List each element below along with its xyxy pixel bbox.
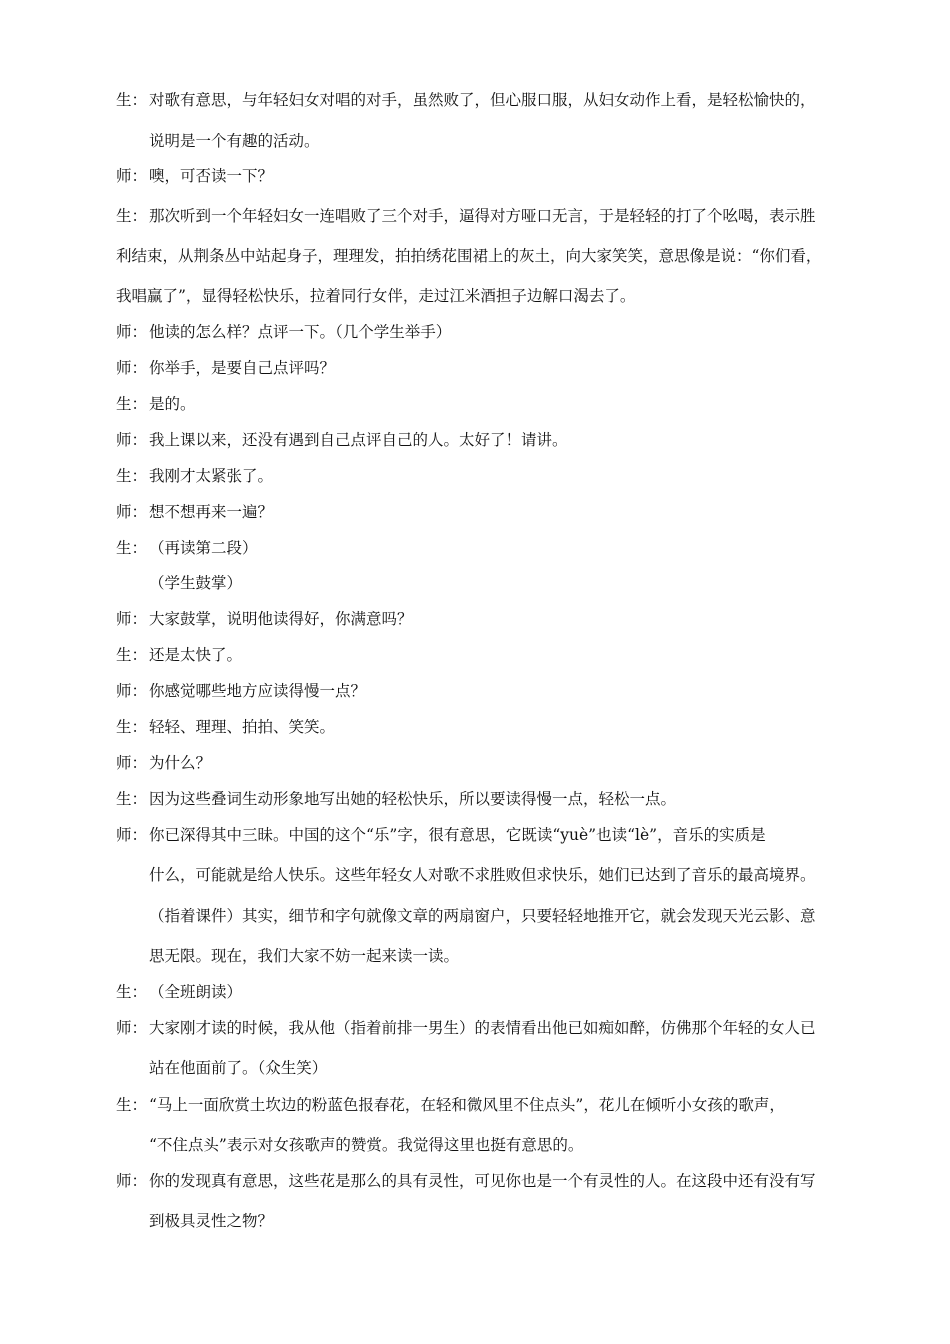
line-text: “不住点头”表示对女孩歌声的赞赏。我觉得这里也挺有意思的。: [149, 1136, 584, 1154]
line-text: （全班朗读）: [149, 983, 243, 1001]
line-text: 我上课以来，还没有遇到自己点评自己的人。太好了！请讲。: [149, 431, 568, 449]
line-text: 你感觉哪些地方应读得慢一点？: [149, 682, 367, 700]
line-text: 那次听到一个年轻妇女一连唱败了三个对手，逼得对方哑口无言，于是轻轻的打了个吆喝，表示胜: [149, 207, 816, 225]
line-text: （指着课件）其实，细节和字句就像文章的两扇窗户，只要轻轻地推开它，就会发现天光云影、意: [149, 907, 816, 925]
line-text: 我唱赢了”，显得轻松快乐，拉着同行女伴，走过江米酒担子边解口渴去了。: [116, 287, 636, 305]
line-text: （再读第二段）: [149, 539, 258, 557]
line-text: 我刚才太紧张了。: [149, 467, 274, 485]
speaker-label: 师：: [116, 359, 148, 377]
line-text: 说明是一个有趣的活动。: [149, 132, 320, 150]
speaker-label: 生：: [116, 1096, 148, 1114]
speaker-label: 生：: [116, 539, 148, 557]
speaker-label: 生：: [116, 467, 148, 485]
speaker-label: 生：: [116, 646, 148, 664]
speaker-label: 师：: [116, 167, 148, 185]
line-text: 什么，可能就是给人快乐。这些年轻女人对歌不求胜败但求快乐，她们已达到了音乐的最高境界。: [149, 866, 816, 884]
speaker-label: 师：: [116, 1172, 148, 1190]
speaker-label: 生：: [116, 207, 148, 225]
line-text: 大家鼓掌，说明他读得好，你满意吗？: [149, 610, 413, 628]
speaker-label: 生：: [116, 395, 148, 413]
line-text: 到极具灵性之物？: [149, 1212, 274, 1230]
speaker-label: 生：: [116, 790, 148, 808]
line-text: 还是太快了。: [149, 646, 243, 664]
speaker-label: 生：: [116, 91, 148, 109]
line-text: 站在他面前了。（众生笑）: [149, 1059, 328, 1077]
line-text: 他读的怎么样？点评一下。（几个学生举手）: [149, 323, 452, 341]
line-text: 想不想再来一遍？: [149, 503, 274, 521]
line-text: 因为这些叠词生动形象地写出她的轻松快乐，所以要读得慢一点，轻松一点。: [149, 790, 677, 808]
line-text: 大家刚才读的时候，我从他（指着前排一男生）的表情看出他已如痴如醉，仿佛那个年轻的女人已: [149, 1019, 816, 1037]
speaker-label: 师：: [116, 503, 148, 521]
speaker-label: 师：: [116, 610, 148, 628]
speaker-label: 生：: [116, 983, 148, 1001]
speaker-label: 师：: [116, 826, 148, 844]
line-text: 利结束，从荆条丛中站起身子，理理发，拍拍绣花围裙上的灰土，向大家笑笑，意思像是说：“你们看，: [116, 247, 822, 265]
line-text: 你的发现真有意思，这些花是那么的具有灵性，可见你也是一个有灵性的人。在这段中还有没有写: [149, 1172, 816, 1190]
speaker-label: 师：: [116, 682, 148, 700]
line-text: 思无限。现在，我们大家不妨一起来读一读。: [149, 947, 460, 965]
line-text: 对歌有意思，与年轻妇女对唱的对手，虽然败了，但心服口服，从妇女动作上看，是轻松愉快的，: [149, 91, 816, 109]
speaker-label: 师：: [116, 754, 148, 772]
speaker-label: 师：: [116, 431, 148, 449]
line-text: 是的。: [149, 395, 196, 413]
line-text: 噢，可否读一下？: [149, 167, 274, 185]
speaker-label: 师：: [116, 1019, 148, 1037]
speaker-label: 生：: [116, 718, 148, 736]
line-text: 你已深得其中三昧。中国的这个“乐”字，很有意思，它既读“yuè”也读“lè”，音乐的实质是: [149, 826, 766, 844]
line-text: “马上一面欣赏土坎边的粉蓝色报春花，在轻和微风里不住点头”，花儿在倾听小女孩的歌声，: [149, 1096, 785, 1114]
line-text: 你举手，是要自己点评吗？: [149, 359, 336, 377]
line-text: 为什么？: [149, 754, 212, 772]
speaker-label: 师：: [116, 323, 148, 341]
line-text: 轻轻、理理、拍拍、笑笑。: [149, 718, 336, 736]
line-text: （学生鼓掌）: [149, 574, 243, 592]
